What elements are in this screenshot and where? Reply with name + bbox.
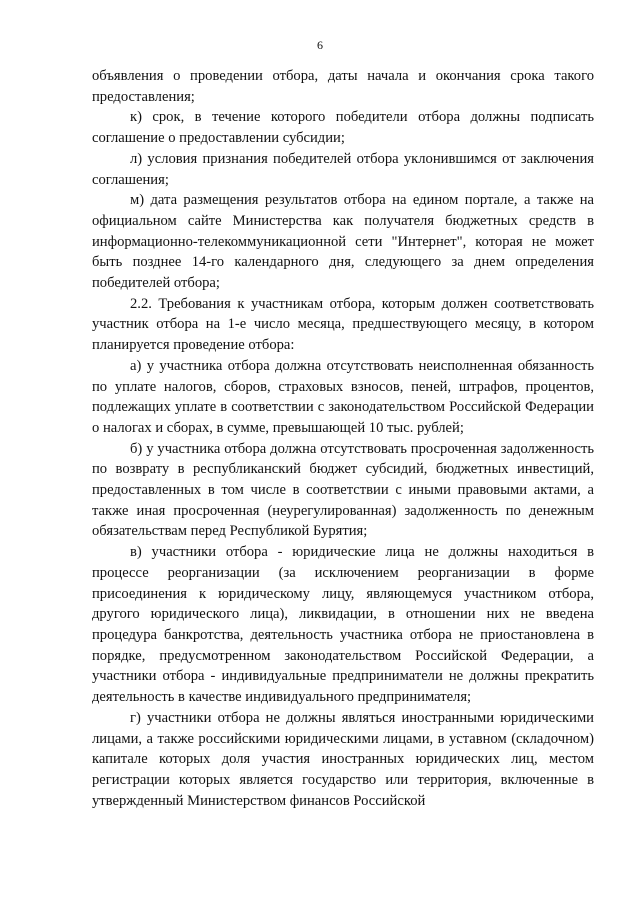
paragraph-item-g: г) участники отбора не должны являться иностранными юридическими лицами, а также российскими юридическими лицами, в уставном (складочном) капитале которых доля участия иностранных юридических лиц, местом регистрации которых является государство или территория, включенные в утвержденный Министерством финансов Российской [92,709,594,809]
paragraph-item-m: м) дата размещения результатов отбора на едином портале, а также на официальном сайте Министерства как получателя бюджетных средств в информационно-телекоммуникационной сети "Интернет", которая не может быть позднее 14-го календарного дня, следующего за днем определения победителей отбора; [92,192,594,292]
paragraph-item-v: в) участники отбора - юридические лица не должны находиться в процессе реорганизации (за исключением реорганизации в форме присоединения к юридическому лицу, являющемуся участником отбора, другого юридического лица), ликвидации, в отношении них не введена процедура банкротства, деятельность участника отбора не приостановлена в порядке, предусмотренном законодательством Российской Федерации, а участники отбора - индивидуальные предприниматели не должны прекратить деятельность в качестве индивидуального предпринимателя; [92,544,594,706]
paragraph-item-b: б) у участника отбора должна отсутствовать просроченная задолженность по возврату в республиканский бюджет субсидий, бюджетных инвестиций, предоставленных в том числе в соответствии с иными правовыми актами, а также иная просроченная (неурегулированная) задолженность по денежным обязательствам перед Республикой Бурятия; [92,440,594,540]
paragraph-continuation: объявления о проведении отбора, даты начала и окончания срока такого предоставления; [92,68,594,105]
paragraph-item-l: л) условия признания победителей отбора уклонившимся от заключения соглашения; [92,150,594,188]
page-number: 6 [317,38,323,52]
paragraph-item-a: а) у участника отбора должна отсутствовать неисполненная обязанность по уплате налогов, сборов, страховых взносов, пеней, штрафов, процентов, подлежащих уплате в соответствии с законодательством Российской Федерации о налогах и сборах, в сумме, превышающей 10 тыс. рублей; [92,357,594,436]
paragraph-item-k: к) срок, в течение которого победители отбора должны подписать соглашение о предоставлении субсидии; [92,109,594,147]
document-body [92,66,594,811]
paragraph-section-2-2: 2.2. Требования к участникам отбора, которым должен соответствовать участник отбора на 1-е число месяца, предшествующего месяцу, в котором планируется проведение отбора: [92,295,594,354]
